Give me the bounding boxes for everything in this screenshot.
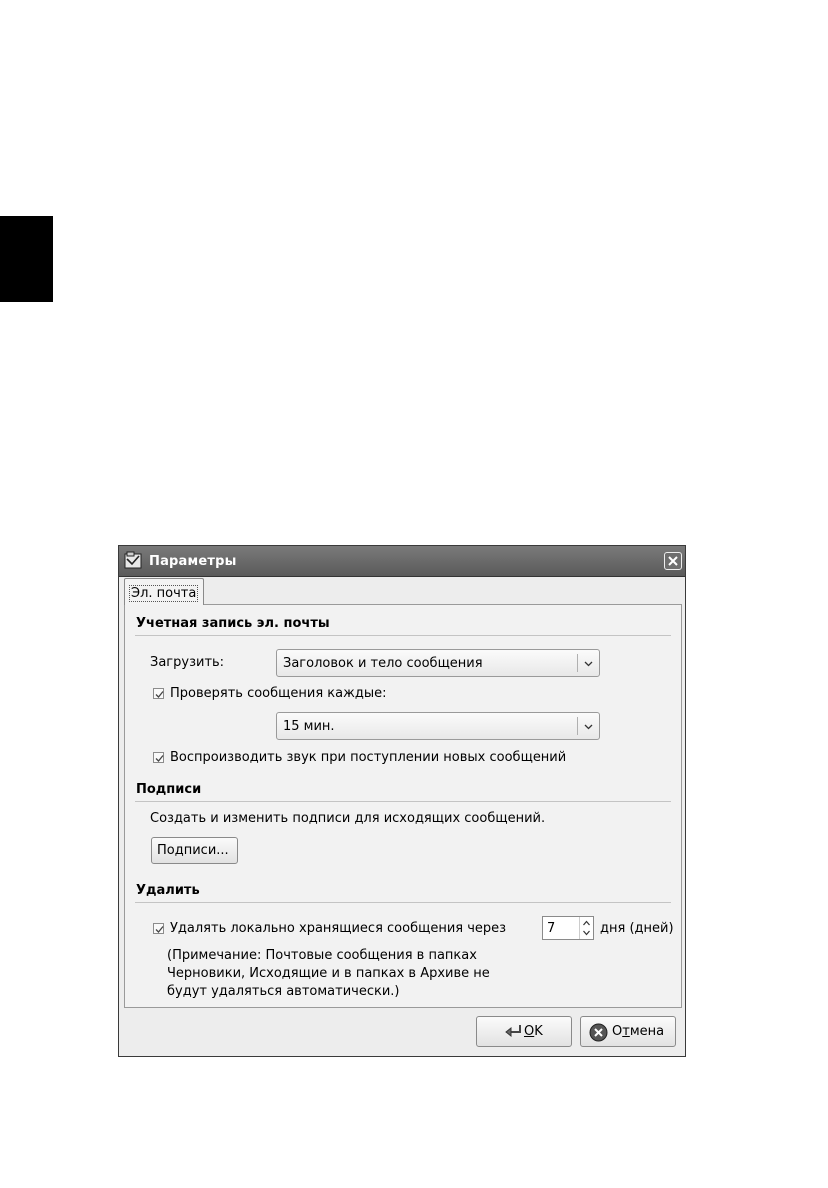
- note-line: (Примечание: Почтовые сообщения в папках: [167, 948, 477, 963]
- interval-combo-value: 15 мин.: [283, 719, 335, 734]
- check-messages-checkbox[interactable]: [153, 688, 164, 699]
- chevron-down-icon: [583, 721, 594, 732]
- check-messages-label: Проверять сообщения каждые:: [170, 686, 387, 701]
- delete-divider: [135, 902, 671, 903]
- account-divider: [135, 635, 671, 636]
- sound-checkbox[interactable]: [153, 752, 164, 763]
- days-suffix-label: дня (дней): [600, 921, 674, 936]
- window-title: Параметры: [149, 554, 237, 569]
- days-spinner[interactable]: [542, 916, 594, 940]
- signatures-button[interactable]: [151, 837, 238, 864]
- close-icon: [665, 553, 681, 569]
- checkmark-icon: [154, 689, 165, 700]
- preferences-dialog: [118, 545, 686, 1057]
- download-label: Загрузить:: [150, 655, 225, 670]
- cancel-button-label: Отмена: [612, 1024, 665, 1039]
- delete-old-checkbox[interactable]: [153, 923, 164, 934]
- cancel-circle-icon: [589, 1023, 608, 1046]
- title-bar[interactable]: [119, 546, 685, 577]
- download-combo[interactable]: [276, 649, 600, 677]
- tab-panel: [124, 604, 682, 1008]
- delete-old-label: Удалять локально хранящиеся сообщения через: [170, 921, 507, 936]
- page-side-marker: [0, 216, 53, 302]
- combo-separator: [577, 654, 578, 672]
- tab-email-label: Эл. почта: [131, 586, 197, 601]
- chevron-down-icon: [583, 658, 594, 669]
- signatures-description: Создать и изменить подписи для исходящих сообщений.: [150, 811, 546, 826]
- return-arrow-icon: [503, 1023, 523, 1043]
- combo-separator: [577, 717, 578, 735]
- cancel-button[interactable]: [580, 1016, 676, 1047]
- signatures-button-label: Подписи...: [157, 843, 229, 858]
- tab-email[interactable]: [124, 578, 204, 605]
- mail-app-icon: [124, 551, 142, 569]
- delete-section-heading: Удалить: [136, 883, 200, 898]
- ok-button[interactable]: [476, 1016, 572, 1047]
- interval-combo[interactable]: [276, 712, 600, 740]
- ok-button-label: OK: [524, 1024, 543, 1039]
- days-spinner-value: 7: [547, 921, 556, 936]
- account-section-heading: Учетная запись эл. почты: [136, 616, 330, 631]
- spinner-buttons[interactable]: [579, 917, 593, 939]
- delete-note: [167, 947, 490, 1001]
- checkmark-icon: [154, 924, 165, 935]
- download-combo-value: Заголовок и тело сообщения: [283, 656, 483, 671]
- note-line: Черновики, Исходящие и в папках в Архиве не: [167, 966, 490, 981]
- spin-arrows-icon: [580, 917, 593, 939]
- checkmark-icon: [154, 753, 165, 764]
- close-window-button[interactable]: [664, 552, 682, 570]
- sound-label: Воспроизводить звук при поступлении новых сообщений: [170, 750, 567, 765]
- signatures-section-heading: Подписи: [136, 782, 202, 797]
- note-line: будут удаляться автоматически.): [167, 984, 400, 999]
- signatures-divider: [135, 801, 671, 802]
